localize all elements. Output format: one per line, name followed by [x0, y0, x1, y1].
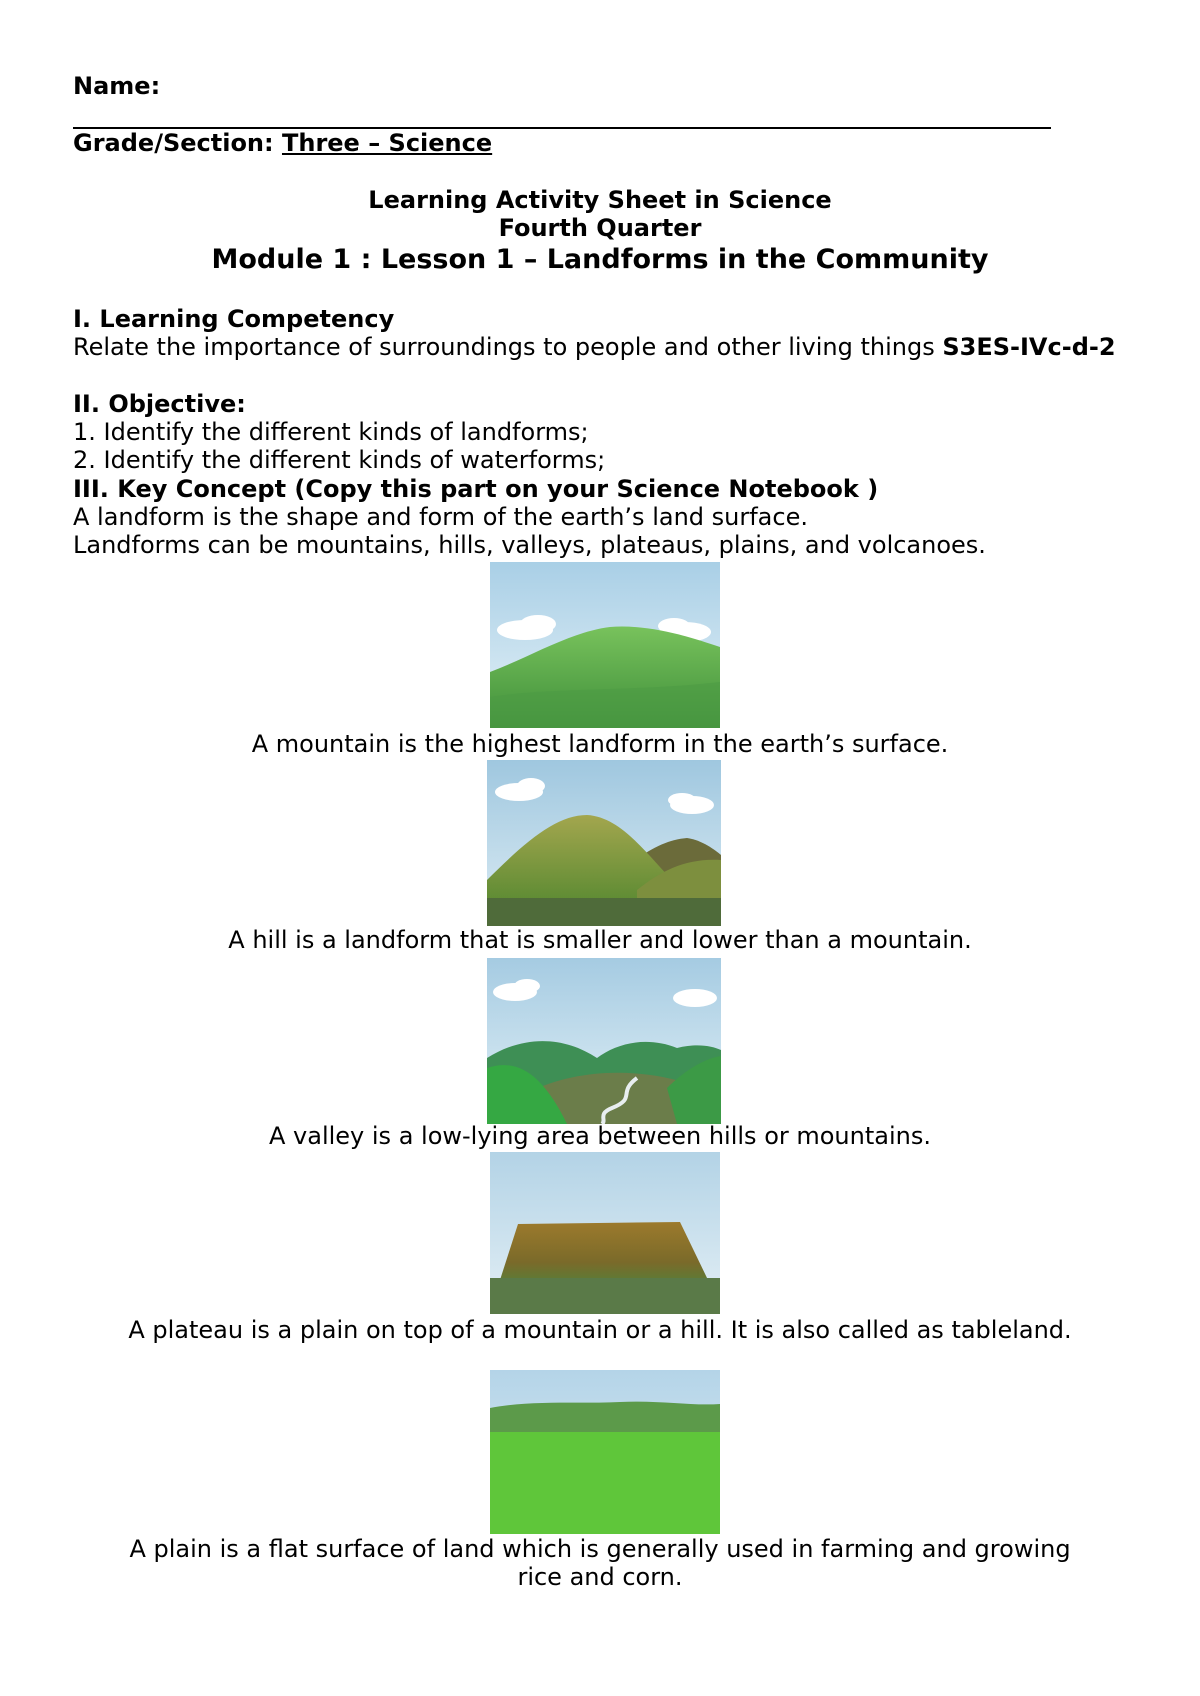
hill-illustration — [487, 760, 721, 926]
mountain-illustration — [490, 562, 720, 728]
competency-text: Relate the importance of surroundings to people and other living things — [73, 333, 935, 361]
valley-caption: A valley is a low-lying area between hills or mountains. — [269, 1122, 931, 1150]
plateau-illustration — [490, 1152, 720, 1314]
key-concept-line: Landforms can be mountains, hills, valleys, plateaus, plains, and volcanoes. — [73, 531, 986, 559]
plain-caption-line: rice and corn. — [517, 1563, 683, 1591]
grade-label: Grade/Section: — [73, 129, 274, 157]
grade-value: Three – Science — [281, 129, 493, 157]
title-line-2: Fourth Quarter — [498, 214, 702, 242]
objective-item: 1. Identify the different kinds of landforms; — [73, 418, 589, 446]
competency-text-line — [73, 333, 1116, 361]
plain-caption-line: A plain is a flat surface of land which is generally used in farming and growing — [129, 1535, 1071, 1563]
plateau-caption: A plateau is a plain on top of a mountain or a hill. It is also called as tableland. — [128, 1316, 1072, 1344]
grade-section-line — [73, 129, 492, 157]
key-concept-line: A landform is the shape and form of the earth’s land surface. — [73, 503, 808, 531]
mountain-caption: A mountain is the highest landform in the earth’s surface. — [251, 730, 949, 758]
lesson-title: Module 1 : Lesson 1 – Landforms in the Community — [211, 244, 989, 275]
hill-caption: A hill is a landform that is smaller and lower than a mountain. — [228, 926, 972, 954]
objective-heading: II. Objective: — [73, 390, 246, 418]
title-line-1: Learning Activity Sheet in Science — [368, 186, 832, 214]
objective-item: 2. Identify the different kinds of waterforms; — [73, 446, 606, 474]
competency-heading: I. Learning Competency — [73, 305, 395, 333]
name-label: Name: — [73, 72, 161, 100]
competency-code: S3ES-IVc-d-2 — [942, 333, 1116, 361]
key-concept-heading: III. Key Concept (Copy this part on your Science Notebook ) — [73, 475, 879, 503]
plain-illustration — [490, 1370, 720, 1534]
valley-illustration — [487, 958, 721, 1124]
